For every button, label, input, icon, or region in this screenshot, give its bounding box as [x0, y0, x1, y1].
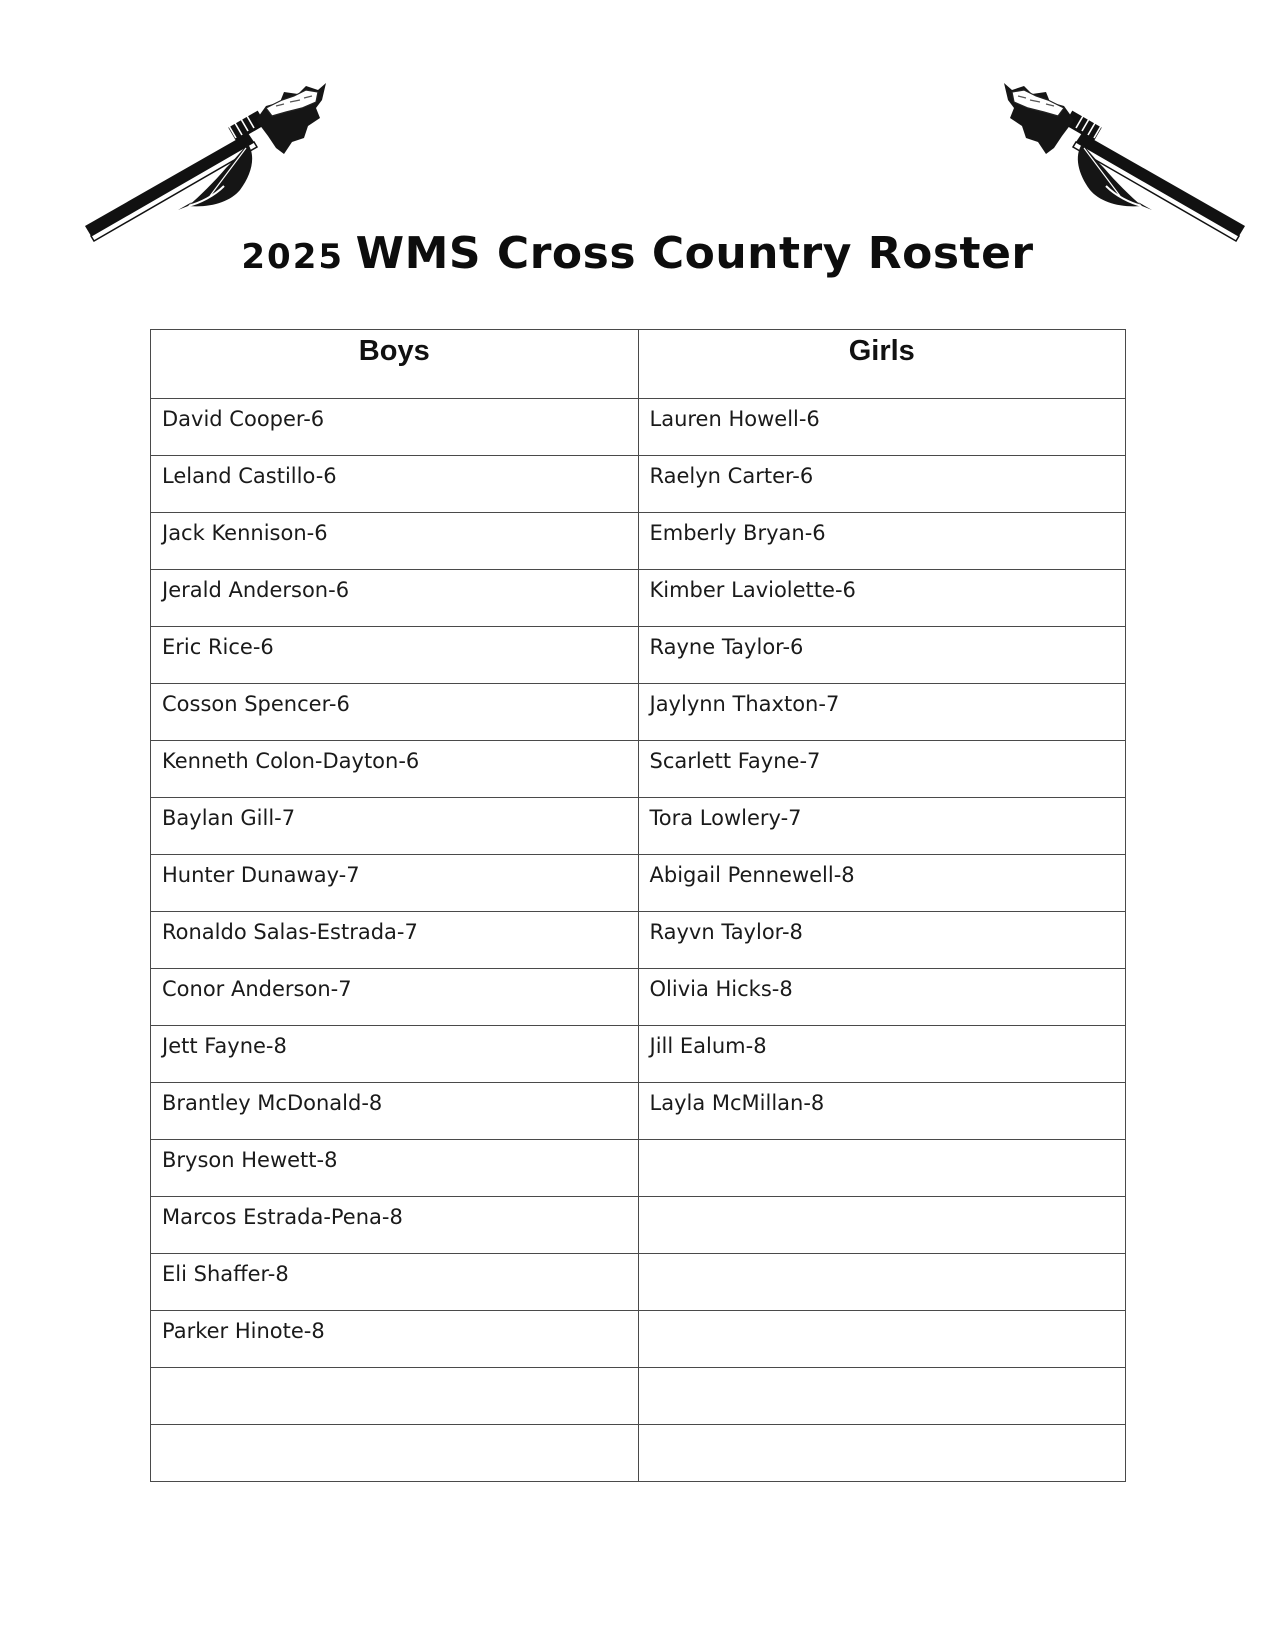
roster-table	[150, 329, 1126, 1482]
boy-name-cell: Jerald Anderson-6	[151, 570, 639, 627]
girl-name-cell	[638, 1197, 1126, 1254]
girl-name-cell	[638, 1425, 1126, 1482]
boy-name-cell: Cosson Spencer-6	[151, 684, 639, 741]
boys-column-header: Boys	[151, 330, 639, 399]
table-row	[151, 1368, 1126, 1425]
boy-name-cell: Jack Kennison-6	[151, 513, 639, 570]
title-text: WMS Cross Country Roster	[355, 228, 1034, 279]
table-row	[151, 1311, 1126, 1368]
boy-name-cell: Hunter Dunaway-7	[151, 855, 639, 912]
girl-name-cell: Olivia Hicks-8	[638, 969, 1126, 1026]
girl-name-cell: Jaylynn Thaxton-7	[638, 684, 1126, 741]
boy-name-cell: Baylan Gill-7	[151, 798, 639, 855]
spear-with-feather-icon	[80, 78, 380, 253]
page-title	[0, 228, 1275, 279]
boy-name-cell: David Cooper-6	[151, 399, 639, 456]
table-row	[151, 1197, 1126, 1254]
girl-name-cell: Raelyn Carter-6	[638, 456, 1126, 513]
girls-column-header: Girls	[638, 330, 1126, 399]
boy-name-cell: Eric Rice-6	[151, 627, 639, 684]
table-row	[151, 1026, 1126, 1083]
girl-name-cell: Rayne Taylor-6	[638, 627, 1126, 684]
boy-name-cell: Jett Fayne-8	[151, 1026, 639, 1083]
boy-name-cell: Bryson Hewett-8	[151, 1140, 639, 1197]
table-row	[151, 969, 1126, 1026]
table-row	[151, 741, 1126, 798]
girl-name-cell: Emberly Bryan-6	[638, 513, 1126, 570]
table-row	[151, 912, 1126, 969]
girl-name-cell: Lauren Howell-6	[638, 399, 1126, 456]
table-row	[151, 855, 1126, 912]
boy-name-cell	[151, 1368, 639, 1425]
girl-name-cell	[638, 1368, 1126, 1425]
boy-name-cell: Parker Hinote-8	[151, 1311, 639, 1368]
boy-name-cell: Kenneth Colon-Dayton-6	[151, 741, 639, 798]
table-row	[151, 513, 1126, 570]
table-row	[151, 1425, 1126, 1482]
title-year: 2025	[241, 237, 345, 277]
table-row	[151, 1140, 1126, 1197]
girl-name-cell: Scarlett Fayne-7	[638, 741, 1126, 798]
girl-name-cell	[638, 1140, 1126, 1197]
boy-name-cell	[151, 1425, 639, 1482]
boy-name-cell: Brantley McDonald-8	[151, 1083, 639, 1140]
girl-name-cell	[638, 1311, 1126, 1368]
table-row	[151, 627, 1126, 684]
girl-name-cell: Abigail Pennewell-8	[638, 855, 1126, 912]
boy-name-cell: Marcos Estrada-Pena-8	[151, 1197, 639, 1254]
girl-name-cell: Jill Ealum-8	[638, 1026, 1126, 1083]
table-header-row	[151, 330, 1126, 399]
table-row	[151, 570, 1126, 627]
spear-with-feather-icon	[950, 78, 1250, 253]
boy-name-cell: Conor Anderson-7	[151, 969, 639, 1026]
table-row	[151, 684, 1126, 741]
girl-name-cell: Kimber Laviolette-6	[638, 570, 1126, 627]
boy-name-cell: Eli Shaffer-8	[151, 1254, 639, 1311]
girl-name-cell: Tora Lowlery-7	[638, 798, 1126, 855]
table-row	[151, 1254, 1126, 1311]
boy-name-cell: Ronaldo Salas-Estrada-7	[151, 912, 639, 969]
table-row	[151, 456, 1126, 513]
table-row	[151, 1083, 1126, 1140]
girl-name-cell: Layla McMillan-8	[638, 1083, 1126, 1140]
girl-name-cell: Rayvn Taylor-8	[638, 912, 1126, 969]
boy-name-cell: Leland Castillo-6	[151, 456, 639, 513]
table-row	[151, 399, 1126, 456]
girl-name-cell	[638, 1254, 1126, 1311]
table-row	[151, 798, 1126, 855]
